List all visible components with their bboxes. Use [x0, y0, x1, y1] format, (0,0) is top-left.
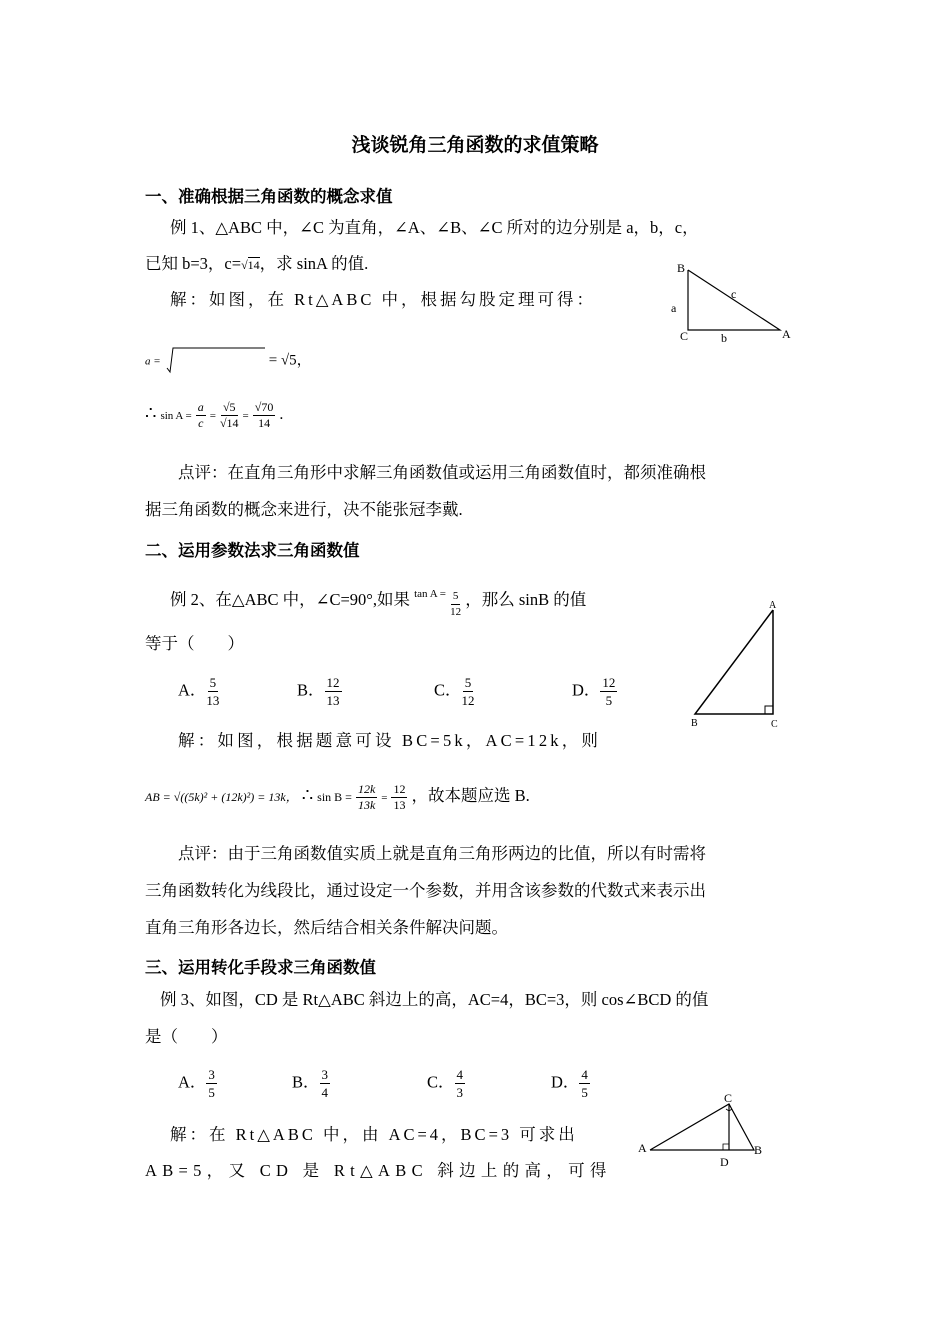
- section2-heading: 二、运用参数法求三角函数值: [145, 541, 360, 560]
- example1-line2-a: 已知 b=3，c=: [145, 254, 242, 273]
- figure3-right-angle-d: [723, 1144, 729, 1150]
- eq1-radical: [165, 344, 265, 378]
- choice3-c: C． $\frac{4}{3}$: [427, 1067, 464, 1100]
- figure3-triangle: [632, 1088, 772, 1173]
- eq2-eq1: =: [209, 410, 216, 423]
- eq2-end: .: [279, 406, 284, 424]
- choice2-b: B． $\frac{12}{13}$: [297, 675, 340, 708]
- solution3-line2: AB=5，又 CD 是 Rt△ABC 斜边上的高，可得: [145, 1161, 612, 1180]
- fig1-label-B: B: [677, 261, 686, 275]
- figure2-lines: [695, 610, 773, 714]
- eq1-rhs: = √5，: [268, 352, 312, 369]
- fig2-label-A: A: [769, 600, 777, 611]
- fig2-label-B: B: [691, 718, 698, 729]
- fig3-label-D: D: [720, 1155, 729, 1169]
- equation2: [145, 400, 283, 431]
- eq1-lhs: a =: [145, 355, 161, 368]
- choice3-a: A． $\frac{3}{5}$: [178, 1067, 215, 1100]
- fig1-label-C: C: [680, 329, 689, 343]
- fig3-label-B: B: [754, 1143, 763, 1157]
- section3-heading: 三、运用转化手段求三角函数值: [145, 958, 376, 977]
- choice2-a: A． $\frac{5}{13}$: [178, 675, 220, 708]
- fig1-label-b: b: [721, 331, 727, 345]
- equation1: [145, 344, 312, 378]
- fig1-label-c: c: [731, 287, 737, 301]
- page-title: 浅谈锐角三角函数的求值策略: [351, 134, 599, 156]
- solution3-line1: 解：在 Rt△ABC 中，由 AC=4，BC=3 可求出: [170, 1125, 578, 1144]
- comment2-line1: 点评：由于三角函数值实质上就是直角三角形两边的比值，所以有时需将: [178, 844, 706, 863]
- fig1-label-A: A: [782, 327, 791, 341]
- therefore-1: ∴: [145, 403, 157, 424]
- figure1-triangle: [665, 258, 805, 348]
- choice3-d: D． $\frac{4}{5}$: [551, 1067, 588, 1100]
- sinb-frac2: $\frac{12}{13}$: [393, 782, 406, 812]
- solution2: 解：如图，根据题意可设 BC=5k，AC=12k，则: [178, 731, 602, 750]
- eq2-frac2: $\frac{√5}{√14}$: [219, 400, 239, 430]
- choice2-d: D． $\frac{12}{5}$: [572, 675, 616, 708]
- example2-b: ，那么 sinB 的值: [465, 590, 587, 609]
- fig3-label-A: A: [638, 1141, 647, 1155]
- comment2-line3: 直角三角形各边长，然后结合相关条件解决问题。: [145, 918, 508, 937]
- fig2-label-C: C: [771, 719, 778, 730]
- example2-line1: [170, 576, 586, 620]
- ab-eq: AB = √((5k)² + (12k)²) = 13k，: [145, 790, 298, 805]
- fig1-label-a: a: [671, 301, 677, 315]
- choice3-b: B． $\frac{3}{4}$: [292, 1067, 329, 1100]
- tan-label: tan A =: [414, 588, 446, 600]
- comment1-line2: 据三角函数的概念来进行，决不能张冠李戴.: [145, 500, 463, 519]
- figure2-triangle: [685, 596, 795, 732]
- sqrt14: √14: [241, 258, 260, 272]
- eq2-frac3: $\frac{√70}{14}$: [254, 400, 274, 430]
- solution1: 解：如图，在 Rt△ABC 中，根据勾股定理可得：: [170, 290, 596, 309]
- choice2-c: C． $\frac{5}{12}$: [434, 675, 475, 708]
- figure2-right-angle: [765, 706, 773, 714]
- sinb-lhs: sin B =: [317, 790, 352, 805]
- eq2-frac1: $\frac{a}{c}$: [197, 400, 204, 430]
- section1-heading: 一、准确根据三角函数的概念求值: [145, 187, 393, 206]
- example1-line2: [145, 246, 368, 283]
- fig3-label-C: C: [724, 1091, 733, 1105]
- sinb-end: ，故本题应选 B.: [411, 786, 530, 806]
- example2-line2: 等于（ ）: [145, 634, 244, 653]
- sinb-eq: =: [381, 792, 388, 805]
- example1-line2-b: ，求 sinA 的值.: [259, 254, 369, 273]
- example3-line2: 是（ ）: [145, 1027, 228, 1046]
- example2-a: 例 2、在△ABC 中，∠C=90°,如果: [170, 590, 410, 609]
- figure3-lines: [650, 1104, 754, 1150]
- example1-line1: 例 1、△ABC 中，∠C 为直角，∠A、∠B、∠C 所对的边分别是 a，b，c，: [170, 218, 699, 237]
- equation3: [145, 782, 530, 813]
- comment1-line1: 点评：在直角三角形中求解三角函数值或运用三角函数值时，都须准确根: [178, 463, 706, 482]
- sinb-frac1: $\frac{12k}{13k}$: [357, 782, 376, 812]
- comment2-line2: 三角函数转化为线段比，通过设定一个参数，并用含该参数的代数式来表示出: [145, 881, 706, 900]
- eq2-lhs: sin A =: [160, 410, 192, 423]
- therefore-2: ∴: [301, 785, 314, 806]
- tan-frac: $\frac{5}{12}$: [450, 590, 462, 618]
- example3-line1: 例 3、如图，CD 是 Rt△ABC 斜边上的高，AC=4，BC=3，则 cos∠BCD 的值: [160, 990, 709, 1009]
- eq2-eq2: =: [242, 410, 249, 423]
